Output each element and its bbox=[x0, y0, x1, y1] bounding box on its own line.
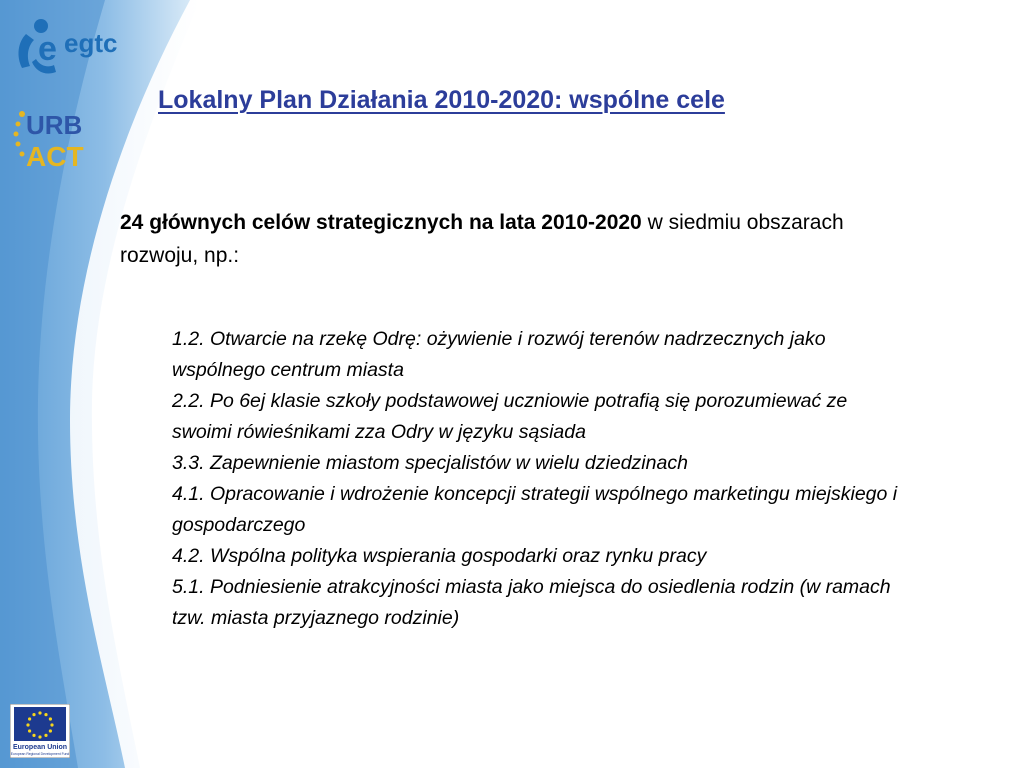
goals-list bbox=[172, 324, 912, 634]
goal-item: 2.2. Po 6ej klasie szkoły podstawowej uczniowie potrafią się porozumiewać ze swoimi rówieśnikami zza Odry w języku sąsiada bbox=[172, 390, 848, 443]
goal-item: 1.2. Otwarcie na rzekę Odrę: ożywienie i rozwój terenów nadrzecznych jako wspólnego centrum miasta bbox=[172, 328, 826, 381]
slide-title: Lokalny Plan Działania 2010-2020: wspólne cele bbox=[158, 86, 725, 114]
intro-regular-text: w siedmiu obszarach rozwoju, np.: bbox=[120, 211, 844, 267]
goal-item: 4.2. Wspólna polityka wspierania gospodarki oraz rynku pracy bbox=[172, 545, 707, 567]
goal-item: 4.1. Opracowanie i wdrożenie koncepcji strategii wspólnego marketingu miejskiego i gospodarczego bbox=[172, 483, 898, 536]
eu-logo-sublabel: European Regional Development Fund bbox=[10, 752, 70, 756]
egtc-logo-text: egtc bbox=[64, 28, 118, 58]
eu-logo bbox=[10, 704, 70, 758]
urbact-logo-line2: ACT bbox=[26, 141, 84, 172]
urbact-logo bbox=[12, 104, 84, 172]
intro-bold-text: 24 głównych celów strategicznych na lata 2010-2020 bbox=[120, 211, 642, 234]
urbact-logo-line1: URB bbox=[26, 110, 83, 140]
intro-paragraph bbox=[120, 206, 920, 272]
goal-item: 3.3. Zapewnienie miastom specjalistów w wielu dziedzinach bbox=[172, 452, 688, 474]
egtc-logo-e: e bbox=[38, 30, 57, 68]
eu-logo-label: European Union bbox=[12, 744, 68, 751]
goal-item: 5.1. Podniesienie atrakcyjności miasta jako miejsca do osiedlenia rodzin (w ramach tzw. miasta przyjaznego rodzinie) bbox=[172, 576, 891, 629]
egtc-logo bbox=[8, 12, 130, 82]
